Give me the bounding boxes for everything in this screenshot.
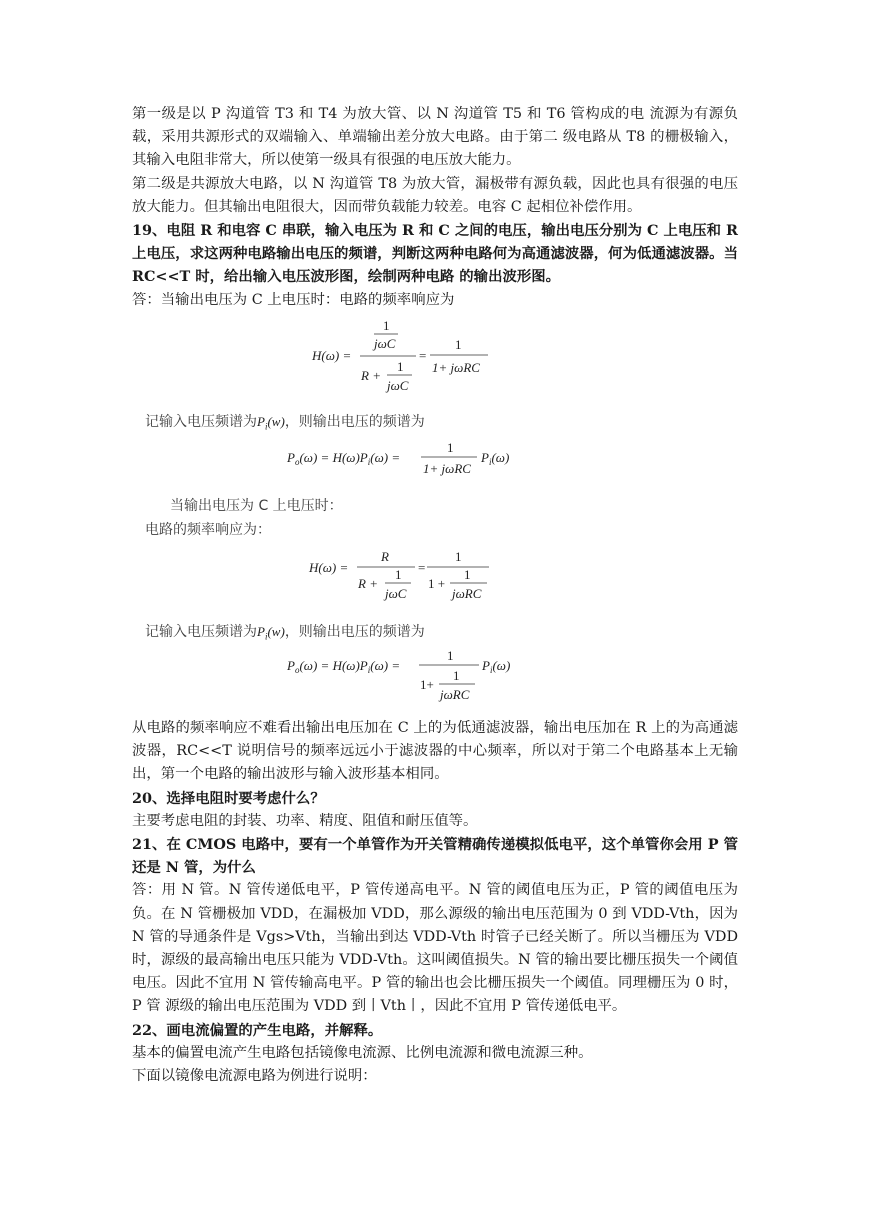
f3-r-den-bot: jωRC xyxy=(452,586,482,601)
answer-22-intro: 基本的偏置电流产生电路包括镜像电流源、比例电流源和微电流源三种。 xyxy=(132,1044,593,1061)
f3-den-bot: jωC xyxy=(385,586,407,601)
f3-r-num: 1 xyxy=(455,549,462,564)
f3-num: R xyxy=(381,549,389,564)
top-text-block xyxy=(132,103,738,312)
f1-num-top: 1 xyxy=(383,318,390,333)
f1-den-bot: jωC xyxy=(387,378,409,393)
f4-den-top: 1 xyxy=(453,668,460,683)
question-20: 20、选择电阻时要考虑什么？ xyxy=(132,789,325,807)
f2-den: 1+ jωRC xyxy=(423,461,471,476)
caption-spectrum-2: 记输入电压频谱为$P_i(w)$，则输出电压的频谱为 xyxy=(145,624,425,642)
pi-w-symbol: $P_i(w)$ xyxy=(257,414,285,432)
svg-text:Pi(ω): $P_i(\omega)$ xyxy=(481,450,510,467)
answer-21: 答：用 N 管。N 管传递低电平，P 管传递高电平。N 管的阈值电压为正，P 管的阈值电压为负。在 N 管栅极加 VDD，在漏极加 VDD，那么源级的输出电压范围为 0 到 VDD-Vth，因为 N 管的导通条件是 Vgs>Vth，当输出到达 VDD-Vth 时管子已经关断了。所以当栅压为 VDD 时，源级的最高输出电压只能为 VDD-Vth。这叫阈值损失。N 管的输出要比栅压损失一个阈值电压。因此不宜用 N 管传输高电平。P 管的输出也会比栅压损失一个阈值。同理栅压为 0 时，P 管 源级的输出电压范围为 VDD 到丨Vth丨，因此不宜用 P 管传递低电平。 xyxy=(132,882,738,1015)
formula-h-capacitor xyxy=(312,318,502,402)
f1-num-bot: jωC xyxy=(374,336,396,351)
caption-freq-response: 电路的频率响应为： xyxy=(145,522,271,538)
f1-lhs: H(ω) = xyxy=(312,348,352,363)
caption-when-output: 当输出电压为 C 上电压时： xyxy=(170,498,343,514)
f1-den-r: R + xyxy=(361,368,381,383)
svg-text:Po(ω) = H(ω)Pi(ω) =: $P_o(\omega) = H(\omega)P_i(\omega)$ = xyxy=(287,450,401,467)
f2-num: 1 xyxy=(447,440,454,455)
f3-eq: = xyxy=(418,560,426,575)
bottom-text-block xyxy=(132,717,738,1088)
answer-22-example: 下面以镜像电流源电路为例进行说明： xyxy=(132,1068,377,1085)
paragraph-filter-analysis: 从电路的频率响应不难看出输出电压加在 C 上的为低通滤波器，输出电压加在 R 上的为高通滤波器，RC<<T 说明信号的频率远远小于滤波器的中心频率，所以对于第二个电路基本上无输出，第一个电路的输出波形与输入波形基本相同。 xyxy=(132,720,738,783)
f3-r-den-1: 1 + xyxy=(428,576,446,591)
f4-den-1: 1+ xyxy=(420,677,434,692)
question-22: 22、画电流偏置的产生电路，并解释。 xyxy=(132,1021,383,1039)
f1-eq: = xyxy=(419,348,427,363)
f3-den-r: R + xyxy=(358,576,378,591)
question-21: 21、在 CMOS 电路中，要有一个单管作为开关管精确传递模拟低电平，这个单管你会用 P 管还是 N 管，为什么 xyxy=(132,836,738,877)
f4-num: 1 xyxy=(447,648,454,663)
f1-r-num: 1 xyxy=(455,337,462,352)
svg-text:Po(ω) = H(ω)Pi(ω) =: $P_o(\omega) = H(\omega)P_i(\omega)$ = xyxy=(287,658,401,675)
answer-19-intro: 答：当输出电压为 C 上电压时：电路的频率响应为 xyxy=(132,291,455,308)
f1-den-top: 1 xyxy=(397,359,404,374)
f1-r-den: 1+ jωRC xyxy=(432,360,480,375)
f4-den-bot: jωRC xyxy=(440,687,470,702)
formula-h-resistor xyxy=(309,548,499,612)
paragraph-first-stage: 第一级是以 P 沟道管 T3 和 T4 为放大管、以 N 沟道管 T5 和 T6 管构成的电 流源为有源负载，采用共源形式的双端输入、单端输出差分放大电路。由于第二 级电路从 T8 的栅极输入，其输入电阻非常大，所以使第一级具有很强的电压放大能力。 xyxy=(132,106,738,169)
formula-po-resistor xyxy=(287,648,527,712)
answer-20: 主要考虑电阻的封装、功率、精度、阻值和耐压值等。 xyxy=(132,812,478,829)
svg-text:Pi(ω): $P_i(\omega)$ xyxy=(482,658,511,675)
question-19: 19、电阻 R 和电容 C 串联，输入电压为 R 和 C 之间的电压，输出电压分别为 C 上电压和 R 上电压，求这两种电路输出电压的频谱，判断这两种电路何为高通滤波器，何为低通滤波器。当 RC<<T 时，给出输入电压波形图，绘制两种电路 的输出波形图。 xyxy=(132,222,738,286)
caption-spectrum-1: 记输入电压频谱为$P_i(w)$，则输出电压的频谱为 xyxy=(145,414,425,432)
formula-po-capacitor xyxy=(287,440,527,484)
paragraph-second-stage: 第二级是共源放大电路，以 N 沟道管 T8 为放大管，漏极带有源负载，因此也具有很强的电压放大能力。但其输出电阻很大，因而带负载能力较差。电容 C 起相位补偿作用。 xyxy=(132,175,738,215)
f3-lhs: H(ω) = xyxy=(309,560,349,575)
f3-r-den-top: 1 xyxy=(464,567,471,582)
f3-den-top: 1 xyxy=(395,567,402,582)
